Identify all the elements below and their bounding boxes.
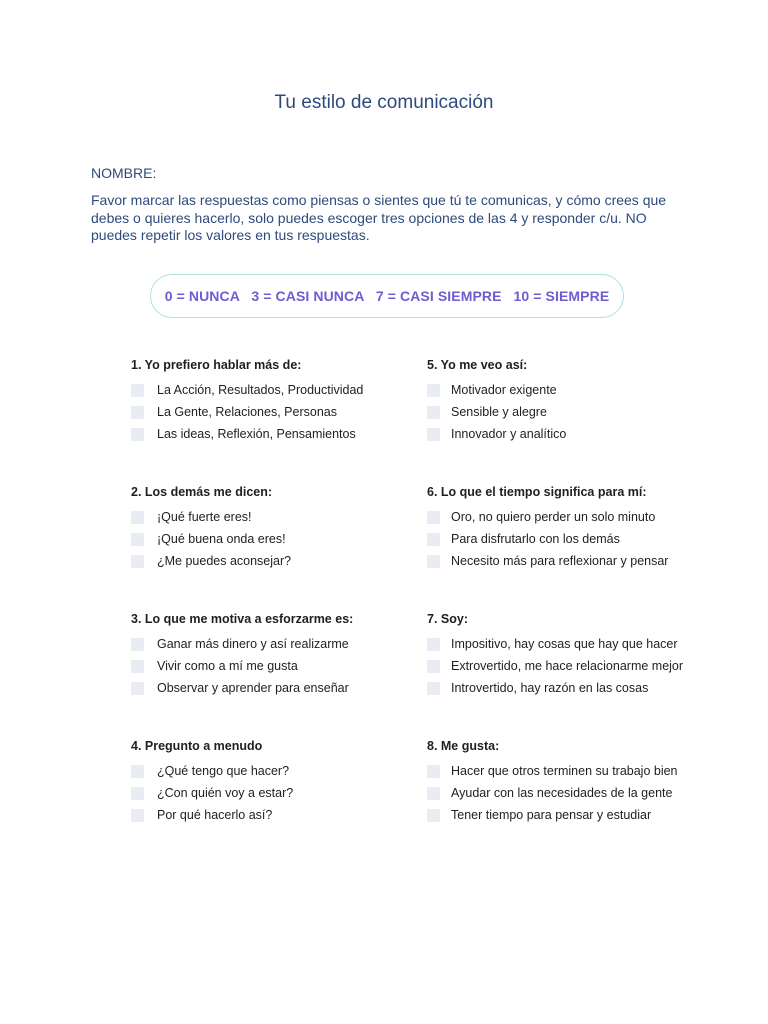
checkbox[interactable]: [427, 533, 440, 546]
option-label: ¿Me puedes aconsejar?: [157, 554, 292, 568]
option-row[interactable]: [427, 528, 727, 550]
option-row[interactable]: [131, 423, 431, 445]
question-3: [131, 611, 431, 699]
checkbox[interactable]: [427, 428, 440, 441]
question-2: [131, 484, 431, 572]
instructions-text: Favor marcar las respuestas como piensas o sientes que tú te comunicas, y cómo crees que debes o quieres hacerlo, solo puedes escoger tres opciones de las 4 y responder c/u. NO puedes repetir los valores en tus respuestas.: [91, 192, 667, 243]
option-row[interactable]: [427, 506, 727, 528]
option-label: Observar y aprender para enseñar: [157, 681, 349, 695]
question-title: 8. Me gusta:: [427, 739, 500, 753]
scale-legend: [150, 274, 624, 318]
option-row[interactable]: [427, 550, 727, 572]
checkbox[interactable]: [427, 765, 440, 778]
checkbox[interactable]: [131, 384, 144, 397]
checkbox[interactable]: [131, 809, 144, 822]
option-label: Motivador exigente: [451, 383, 557, 397]
option-label: Las ideas, Reflexión, Pensamientos: [157, 427, 356, 441]
checkbox[interactable]: [427, 682, 440, 695]
checkbox[interactable]: [131, 638, 144, 651]
checkbox[interactable]: [427, 638, 440, 651]
checkbox[interactable]: [131, 428, 144, 441]
option-label: La Gente, Relaciones, Personas: [157, 405, 337, 419]
checkbox[interactable]: [131, 555, 144, 568]
checkbox[interactable]: [427, 406, 440, 419]
checkbox[interactable]: [427, 384, 440, 397]
option-row[interactable]: [427, 677, 727, 699]
option-row[interactable]: [131, 760, 431, 782]
question-title: 5. Yo me veo así:: [427, 358, 528, 372]
checkbox[interactable]: [427, 809, 440, 822]
question-title: 2. Los demás me dicen:: [131, 485, 273, 499]
checkbox[interactable]: [131, 533, 144, 546]
option-label: Hacer que otros terminen su trabajo bien: [451, 764, 678, 778]
option-row[interactable]: [131, 401, 431, 423]
option-row[interactable]: [131, 506, 431, 528]
option-row[interactable]: [131, 379, 431, 401]
option-row[interactable]: [131, 655, 431, 677]
option-label: Sensible y alegre: [451, 405, 547, 419]
checkbox[interactable]: [427, 511, 440, 524]
scale-legend-text: 0 = NUNCA 3 = CASI NUNCA 7 = CASI SIEMPRE 10 = SIEMPRE: [164, 288, 610, 304]
option-label: Para disfrutarlo con los demás: [451, 532, 620, 546]
question-title: 6. Lo que el tiempo significa para mí:: [427, 485, 647, 499]
option-label: Impositivo, hay cosas que hay que hacer: [451, 637, 678, 651]
option-label: ¿Con quién voy a estar?: [157, 786, 294, 800]
question-1: [131, 357, 431, 445]
option-label: Ganar más dinero y así realizarme: [157, 637, 349, 651]
option-label: ¿Qué tengo que hacer?: [157, 764, 290, 778]
question-title: 7. Soy:: [427, 612, 468, 626]
page-title: Tu estilo de comunicación: [274, 92, 494, 113]
question-title: 3. Lo que me motiva a esforzarme es:: [131, 612, 354, 626]
question-7: [427, 611, 727, 699]
option-row[interactable]: [427, 401, 727, 423]
option-label: ¡Qué fuerte eres!: [157, 510, 252, 524]
option-label: Tener tiempo para pensar y estudiar: [451, 808, 652, 822]
option-row[interactable]: [427, 804, 727, 826]
option-row[interactable]: [427, 379, 727, 401]
checkbox[interactable]: [427, 660, 440, 673]
option-row[interactable]: [131, 677, 431, 699]
option-row[interactable]: [427, 782, 727, 804]
checkbox[interactable]: [131, 660, 144, 673]
option-row[interactable]: [131, 804, 431, 826]
option-label: Introvertido, hay razón en las cosas: [451, 681, 649, 695]
option-row[interactable]: [131, 528, 431, 550]
question-8: [427, 738, 727, 826]
option-label: Extrovertido, me hace relacionarme mejor: [451, 659, 684, 673]
name-label: NOMBRE:: [91, 165, 157, 181]
question-6: [427, 484, 727, 572]
option-label: La Acción, Resultados, Productividad: [157, 383, 364, 397]
option-label: Innovador y analítico: [451, 427, 567, 441]
option-row[interactable]: [131, 550, 431, 572]
question-5: [427, 357, 727, 445]
checkbox[interactable]: [427, 555, 440, 568]
option-label: Vivir como a mí me gusta: [157, 659, 298, 673]
checkbox[interactable]: [131, 787, 144, 800]
option-row[interactable]: [427, 633, 727, 655]
option-label: Oro, no quiero perder un solo minuto: [451, 510, 656, 524]
option-row[interactable]: [427, 423, 727, 445]
option-row[interactable]: [131, 633, 431, 655]
checkbox[interactable]: [427, 787, 440, 800]
option-row[interactable]: [427, 655, 727, 677]
option-label: Necesito más para reflexionar y pensar: [451, 554, 669, 568]
option-label: ¡Qué buena onda eres!: [157, 532, 286, 546]
option-row[interactable]: [131, 782, 431, 804]
checkbox[interactable]: [131, 682, 144, 695]
checkbox[interactable]: [131, 406, 144, 419]
checkbox[interactable]: [131, 765, 144, 778]
question-4: [131, 738, 431, 826]
checkbox[interactable]: [131, 511, 144, 524]
question-title: 1. Yo prefiero hablar más de:: [131, 358, 302, 372]
option-row[interactable]: [427, 760, 727, 782]
option-label: Ayudar con las necesidades de la gente: [451, 786, 673, 800]
option-label: Por qué hacerlo así?: [157, 808, 273, 822]
question-title: 4. Pregunto a menudo: [131, 739, 263, 753]
